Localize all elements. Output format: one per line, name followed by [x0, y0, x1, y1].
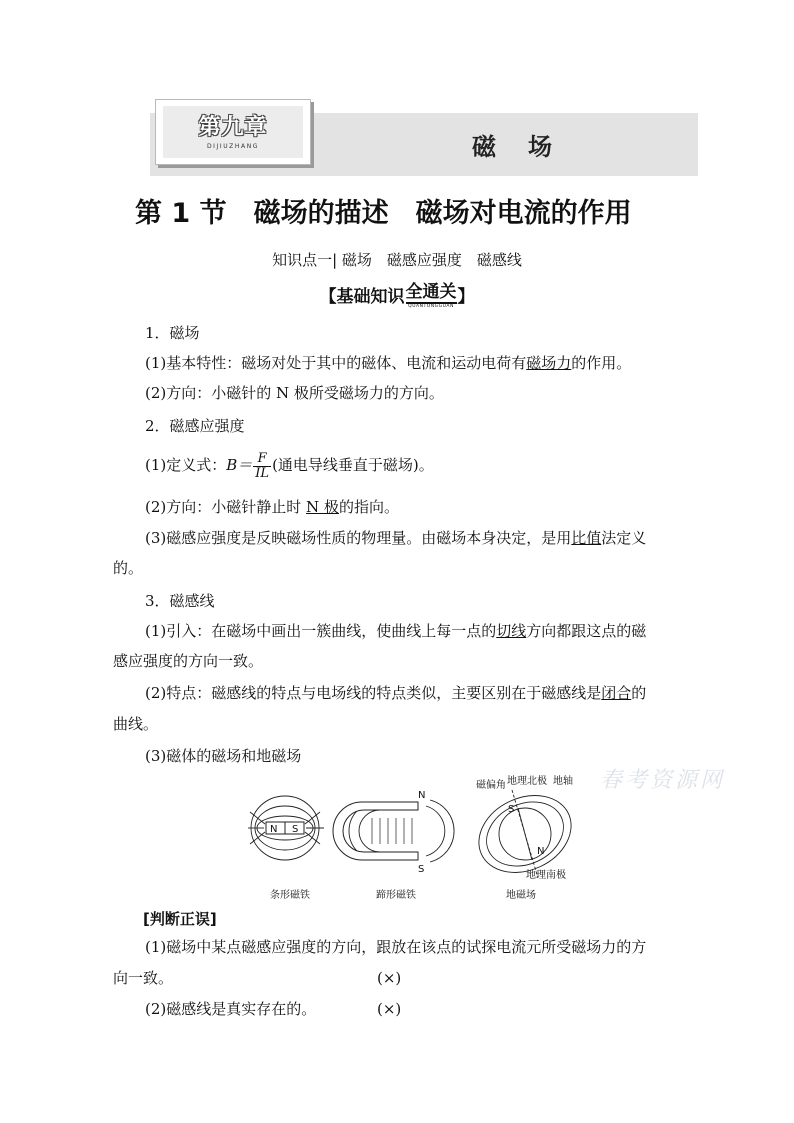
text: (3)磁感应强度是反映磁场性质的物理量。由磁场本身决定，是用: [145, 529, 572, 547]
item3-paragraph1-cont: 感应强度的方向一致。: [113, 652, 264, 670]
chapter-name: 磁 场: [472, 133, 556, 161]
underlined-answer: 闭合: [601, 684, 632, 702]
text: 法定义: [601, 529, 647, 547]
item2-heading: 2．磁感应强度: [145, 417, 245, 435]
item2-paragraph3: [145, 527, 646, 549]
knowledge-point-line: [0, 249, 794, 270]
judgement-heading: [判断正误]: [143, 910, 217, 928]
text: 方向都跟这点的磁: [526, 622, 647, 640]
item3-paragraph2-cont: 曲线。: [113, 715, 159, 733]
caption-bar-magnet: 条形磁铁: [270, 890, 310, 901]
text: 的: [631, 684, 647, 702]
text: (通电导线垂直于磁场)。: [272, 456, 434, 474]
horseshoe-n-label: N: [418, 790, 426, 801]
formula-fraction: [253, 452, 271, 481]
declination-label: 磁偏角: [476, 780, 506, 791]
earth-axis-label: 地轴: [553, 776, 573, 787]
judgement-q1-mark: (×): [377, 969, 402, 987]
judgement-q2-mark: (×): [377, 1000, 402, 1018]
underlined-answer: N 极: [306, 498, 339, 516]
formula-lhs: B＝: [226, 456, 253, 474]
item3-paragraph2: [145, 682, 646, 704]
earth-s-label: S: [508, 804, 515, 815]
chapter-pinyin: DIJIUZHANG: [206, 142, 260, 150]
judgement-q1-cont: 向一致。: [113, 969, 174, 987]
item3-paragraph1: [145, 620, 646, 642]
text: (2)特点：磁感线的特点与电场线的特点类似，主要区别在于磁感线是: [145, 684, 602, 702]
item1-paragraph1: [145, 352, 631, 374]
item3-paragraph3: (3)磁体的磁场和地磁场: [145, 747, 302, 765]
chapter-number: 第九章: [198, 114, 268, 140]
item2-paragraph3-cont: 的。: [113, 559, 144, 577]
fraction-numerator: F: [253, 452, 271, 467]
geo-north-label: 地理北极: [507, 776, 547, 787]
item1-heading: 1．磁场: [145, 324, 200, 342]
caption-earth-field: 地磁场: [506, 890, 536, 901]
earth-field: [466, 781, 583, 887]
text: 的作用。: [571, 354, 632, 372]
watermark: 春考资源网: [600, 768, 726, 793]
text: 的指向。: [338, 498, 399, 516]
bar-s-label: S: [292, 824, 299, 835]
text: (1)引入：在磁场中画出一簇曲线，使曲线上每一点的: [145, 622, 497, 640]
quantongguan-badge: [406, 284, 457, 310]
underlined-answer: 比值: [571, 529, 602, 547]
magnetic-field-figure: [240, 772, 573, 902]
basic-knowledge-open: 【基础知识: [319, 287, 405, 307]
judgement-q2: (2)磁感线是真实存在的。: [145, 1000, 317, 1018]
badge-pinyin: QUANTONGGUAN: [408, 304, 454, 310]
basic-knowledge-tag: [0, 282, 794, 310]
bar-magnet: [266, 822, 304, 835]
item1-paragraph2: (2)方向：小磁针的 N 极所受磁场力的方向。: [145, 384, 444, 402]
underlined-answer: 切线: [496, 622, 527, 640]
item2-paragraph2: [145, 496, 399, 518]
item3-heading: 3．磁感线: [145, 592, 215, 610]
caption-horseshoe-magnet: 蹄形磁铁: [376, 890, 416, 901]
section-title: 第 1 节 磁场的描述 磁场对电流的作用: [135, 198, 632, 229]
fraction-denominator: IL: [255, 465, 270, 481]
badge-text: 全通关: [405, 282, 457, 303]
bar-n-label: N: [270, 824, 278, 835]
text: (2)方向：小磁针静止时: [145, 498, 307, 516]
earth-n-label: N: [537, 846, 545, 857]
text: (1)基本特性：磁场对处于其中的磁体、电流和运动电荷有: [145, 354, 527, 372]
horseshoe-magnet: [333, 790, 425, 875]
item2-definition: [145, 443, 434, 487]
knowledge-point-label: 知识点一|: [272, 251, 338, 269]
text: (1)定义式：: [145, 456, 227, 474]
horseshoe-s-label: S: [418, 864, 425, 875]
knowledge-point-topics: 磁场 磁感应强度 磁感线: [341, 251, 522, 269]
underlined-answer: 磁场力: [526, 354, 572, 372]
judgement-q1: (1)磁场中某点磁感应强度的方向，跟放在该点的试探电流元所受磁场力的方: [145, 938, 647, 956]
basic-knowledge-close: 】: [457, 287, 475, 307]
chapter-tab: [155, 99, 311, 165]
geo-south-label: 地理南极: [526, 870, 566, 881]
